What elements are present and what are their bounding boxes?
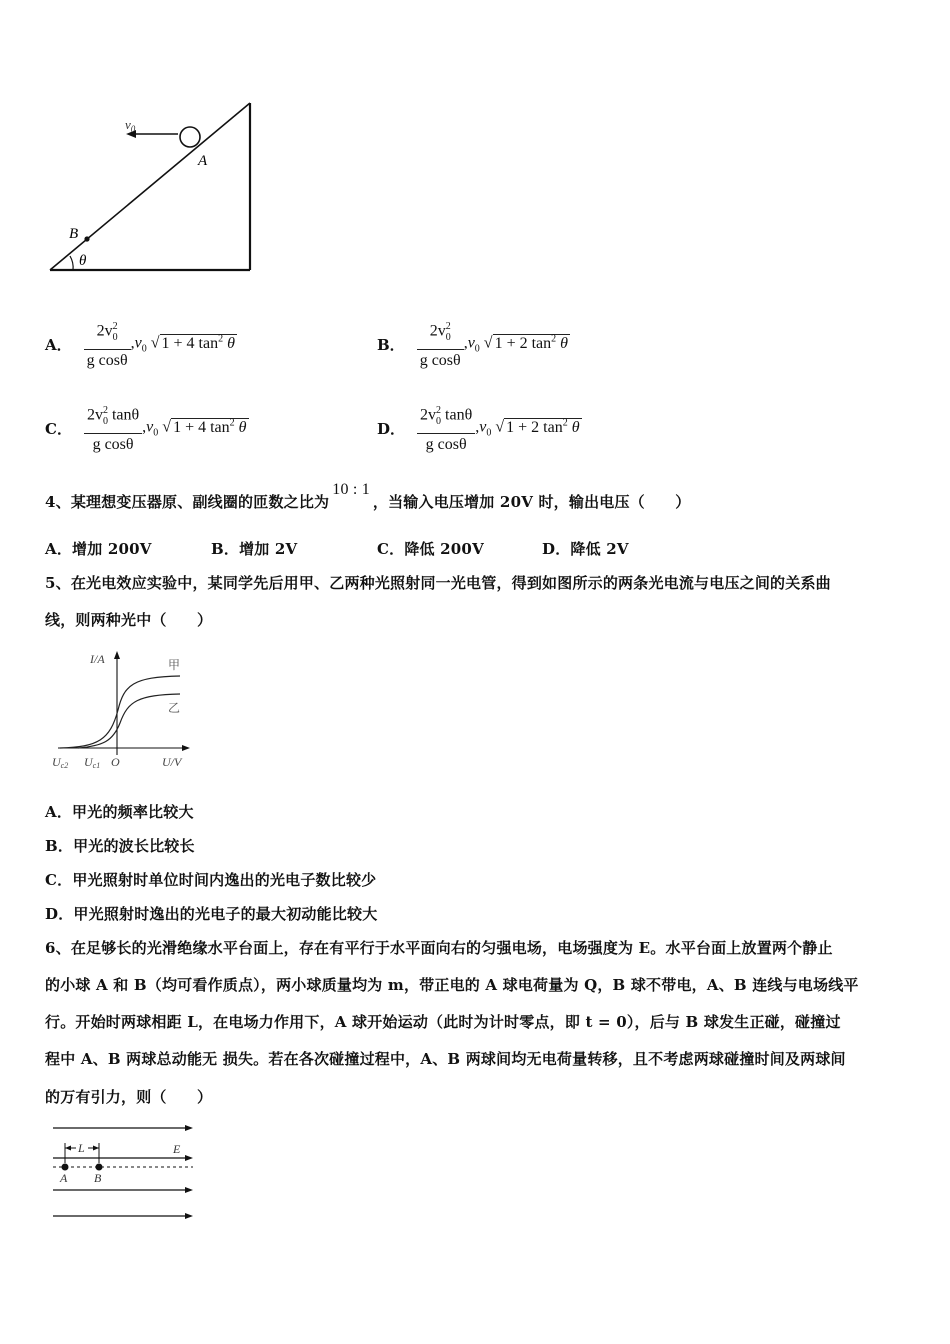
photoelectric-graph [48,645,198,775]
option-formula: $\frac{2v^2_0 \tan\theta}{\text{g cosθ}}$ $,v_0$ √ 1 + 4 $\tan^2 \theta$ [84,400,249,456]
y-axis-label: I/A [90,652,105,666]
curve-jia [60,676,180,748]
x-axis-arrow [182,745,190,751]
q4-option-d[interactable]: D．降低 2V [542,540,629,558]
distance-arrow-right [93,1146,99,1151]
option-formula: $\frac{2v^2_0}{\text{g cosθ}}$ $,v_0$ √ 1 + 2 $\tan^2 \theta$ [417,316,570,372]
angle-arc [70,256,73,270]
curve-jia-label: 甲 [168,658,181,672]
q5-option-d[interactable]: D．甲光照射时逸出的光电子的最大初动能比较大 [45,905,378,923]
curve-yi [78,694,180,748]
uc2-label: Uc2 [52,755,69,770]
q4-option-a[interactable]: A．增加 200V [45,540,152,558]
distance-label: L [78,1141,85,1155]
field-line-3-arrow [185,1187,193,1193]
field-line-2-arrow [185,1155,193,1161]
ball-a [62,1164,69,1171]
option-label: C． [45,419,72,438]
q5-option-b[interactable]: B．甲光的波长比较长 [45,837,195,855]
q3-option-a[interactable] [45,314,237,374]
q4-option-c[interactable]: C．降低 200V [377,540,484,558]
field-line-1-arrow [185,1125,193,1131]
field-label: E [173,1142,181,1156]
q4-option-b[interactable]: B．增加 2V [211,540,298,558]
q4-stem: 4、某理想变压器原、副线圈的匝数之比为10 : 1，当输入电压增加 20V 时，输出电压（ ） [45,481,691,511]
field-line-4-arrow [185,1213,193,1219]
turns-ratio: 10 : 1 [332,481,370,498]
point-b-label: B [69,226,79,242]
ball-a [180,127,200,147]
option-label: D． [377,419,406,438]
q6-stem-line2: 的小球 A 和 B（均可看作质点），两小球质量均为 m，带正电的 A 球电荷量为 Q，B 球不带电，A、B 连线与电场线平 [45,976,859,994]
distance-arrow-left [65,1146,71,1151]
ball-a-label: A [60,1171,68,1185]
incline-figure [40,95,270,280]
option-label: A． [45,335,72,354]
x-axis-label: U/V [162,755,182,769]
origin-label: O [111,755,120,769]
q6-stem-line3: 行。开始时两球相距 L，在电场力作用下，A 球开始运动（此时为计时零点，即 t = 0），后与 B 球发生正碰，碰撞过 [45,1013,841,1031]
uc1-label: Uc1 [84,755,101,770]
q3-option-d[interactable] [377,398,582,458]
electric-field-figure [48,1120,203,1225]
incline-slope [50,103,250,270]
q6-stem-line1: 6、在足够长的光滑绝缘水平台面上，存在有平行于水平面向右的匀强电场，电场强度为 E。水平台面上放置两个静止 [45,939,833,957]
curve-yi-label: 乙 [168,701,181,715]
q5-stem-line2: 线，则两种光中（ ） [45,611,213,629]
q5-option-c[interactable]: C．甲光照射时单位时间内逸出的光电子数比较少 [45,871,377,889]
option-label: B． [377,335,405,354]
y-axis-arrow [114,651,120,659]
ball-b-label: B [94,1171,102,1185]
ball-b [96,1164,103,1171]
q5-option-a[interactable]: A．甲光的频率比较大 [45,803,194,821]
point-b-dot [84,236,89,241]
q3-option-b[interactable] [377,314,570,374]
point-a-label: A [198,153,208,169]
q3-option-c[interactable] [45,398,249,458]
velocity-label: $v_0$ [125,117,136,134]
option-formula: $\frac{2v^2_0 \tan\theta}{\text{g cosθ}}$ $,v_0$ √ 1 + 2 $\tan^2 \theta$ [417,400,582,456]
q6-stem-line4: 程中 A、B 两球总动能无 损失。若在各次碰撞过程中，A、B 两球间均无电荷量转移，且不考虑两球碰撞时间及两球间 [45,1050,846,1068]
q5-stem-line1: 5、在光电效应实验中，某同学先后用甲、乙两种光照射同一光电管，得到如图所示的两条光电流与电压之间的关系曲 [45,574,831,592]
option-formula: $\frac{2v^2_0}{\text{g cosθ}}$ $,v_0$ √ 1 + 4 $\tan^2 \theta$ [84,316,237,372]
q6-stem-line5: 的万有引力，则（ ） [45,1088,213,1106]
angle-label: θ [79,253,87,269]
